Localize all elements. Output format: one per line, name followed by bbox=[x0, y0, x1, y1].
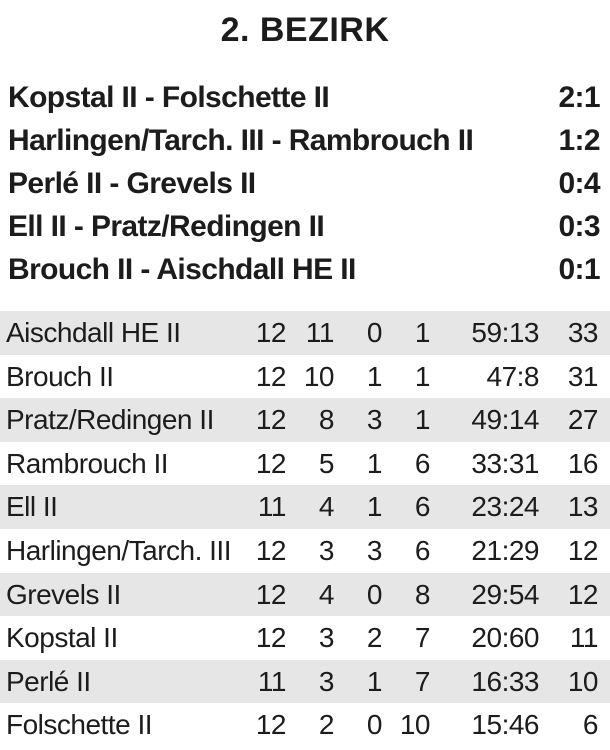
standings-row bbox=[0, 573, 610, 617]
games-won: 10 bbox=[303, 360, 334, 392]
games-played: 12 bbox=[255, 404, 286, 436]
goal-ratio: 29:54 bbox=[471, 578, 539, 610]
results-list bbox=[8, 76, 600, 291]
points: 12 bbox=[567, 534, 598, 566]
games-won: 3 bbox=[318, 534, 334, 566]
games-drawn: 1 bbox=[366, 665, 382, 697]
standings-row bbox=[0, 355, 610, 399]
points: 6 bbox=[582, 709, 598, 741]
team-name: Brouch II bbox=[6, 360, 114, 392]
games-lost: 7 bbox=[414, 622, 430, 654]
games-won: 4 bbox=[318, 578, 334, 610]
goal-ratio: 16:33 bbox=[471, 665, 539, 697]
result-match: Kopstal II - Folschette II bbox=[8, 81, 330, 114]
points: 16 bbox=[567, 447, 598, 479]
games-drawn: 1 bbox=[366, 491, 382, 523]
points: 11 bbox=[569, 622, 598, 654]
result-score: 0:3 bbox=[558, 210, 600, 243]
team-name: Pratz/Redingen II bbox=[6, 404, 214, 436]
result-match: Harlingen/Tarch. III - Rambrouch II bbox=[8, 124, 474, 157]
result-row bbox=[8, 248, 600, 291]
games-won: 5 bbox=[318, 447, 334, 479]
games-played: 12 bbox=[255, 447, 286, 479]
goal-ratio: 20:60 bbox=[471, 622, 539, 654]
goal-ratio: 47:8 bbox=[486, 360, 539, 392]
games-played: 11 bbox=[257, 491, 286, 523]
games-won: 8 bbox=[318, 404, 334, 436]
team-name: Ell II bbox=[6, 491, 58, 523]
games-drawn: 1 bbox=[366, 447, 382, 479]
result-row bbox=[8, 119, 600, 162]
team-name: Harlingen/Tarch. III bbox=[6, 534, 231, 566]
standings-row bbox=[0, 485, 610, 529]
result-score: 0:1 bbox=[558, 253, 600, 286]
points: 27 bbox=[567, 404, 598, 436]
standings-row bbox=[0, 311, 610, 355]
result-row bbox=[8, 162, 600, 205]
result-score: 1:2 bbox=[558, 124, 600, 157]
games-played: 12 bbox=[255, 578, 286, 610]
goal-ratio: 15:46 bbox=[471, 709, 539, 741]
team-name: Perlé II bbox=[6, 665, 91, 697]
standings-row bbox=[0, 660, 610, 704]
games-won: 3 bbox=[318, 665, 334, 697]
team-name: Grevels II bbox=[6, 578, 121, 610]
games-won: 2 bbox=[318, 709, 334, 741]
games-played: 12 bbox=[255, 622, 286, 654]
games-lost: 6 bbox=[414, 447, 430, 479]
games-lost: 7 bbox=[414, 665, 430, 697]
team-name: Aischdall HE II bbox=[6, 317, 181, 348]
standings-row bbox=[0, 703, 610, 747]
result-match: Brouch II - Aischdall HE II bbox=[8, 253, 356, 286]
result-match: Ell II - Pratz/Redingen II bbox=[8, 210, 325, 243]
games-lost: 6 bbox=[414, 534, 430, 566]
result-row bbox=[8, 205, 600, 248]
games-won: 3 bbox=[318, 622, 334, 654]
goal-ratio: 59:13 bbox=[471, 317, 539, 348]
result-score: 2:1 bbox=[558, 81, 600, 114]
result-row bbox=[8, 76, 600, 119]
games-lost: 1 bbox=[414, 317, 430, 348]
games-lost: 1 bbox=[414, 404, 430, 436]
standings-row bbox=[0, 442, 610, 486]
points: 12 bbox=[567, 578, 598, 610]
team-name: Rambrouch II bbox=[6, 447, 169, 479]
page-title: 2. BEZIRK bbox=[220, 11, 390, 49]
goal-ratio: 49:14 bbox=[471, 404, 539, 436]
games-played: 12 bbox=[255, 360, 286, 392]
standings-row bbox=[0, 529, 610, 573]
games-drawn: 0 bbox=[366, 578, 382, 610]
goal-ratio: 23:24 bbox=[471, 491, 539, 523]
games-won: 11 bbox=[305, 317, 334, 348]
games-lost: 10 bbox=[399, 709, 430, 741]
standings-table bbox=[0, 311, 610, 747]
result-score: 0:4 bbox=[558, 167, 600, 200]
games-played: 12 bbox=[255, 317, 286, 348]
points: 33 bbox=[567, 317, 598, 348]
games-won: 4 bbox=[318, 491, 334, 523]
games-drawn: 2 bbox=[366, 622, 382, 654]
games-lost: 8 bbox=[414, 578, 430, 610]
standings-row bbox=[0, 398, 610, 442]
games-drawn: 3 bbox=[366, 404, 382, 436]
games-played: 12 bbox=[255, 709, 286, 741]
games-drawn: 3 bbox=[366, 534, 382, 566]
goal-ratio: 21:29 bbox=[471, 534, 539, 566]
standings-row bbox=[0, 616, 610, 660]
games-lost: 6 bbox=[414, 491, 430, 523]
games-drawn: 0 bbox=[366, 709, 382, 741]
result-match: Perlé II - Grevels II bbox=[8, 167, 256, 200]
games-drawn: 0 bbox=[366, 317, 382, 348]
points: 31 bbox=[567, 360, 598, 392]
team-name: Kopstal II bbox=[6, 622, 118, 654]
points: 10 bbox=[567, 665, 598, 697]
team-name: Folschette II bbox=[6, 709, 153, 741]
games-played: 11 bbox=[257, 665, 286, 697]
goal-ratio: 33:31 bbox=[471, 447, 539, 479]
games-drawn: 1 bbox=[366, 360, 382, 392]
games-lost: 1 bbox=[414, 360, 430, 392]
games-played: 12 bbox=[255, 534, 286, 566]
points: 13 bbox=[567, 491, 598, 523]
